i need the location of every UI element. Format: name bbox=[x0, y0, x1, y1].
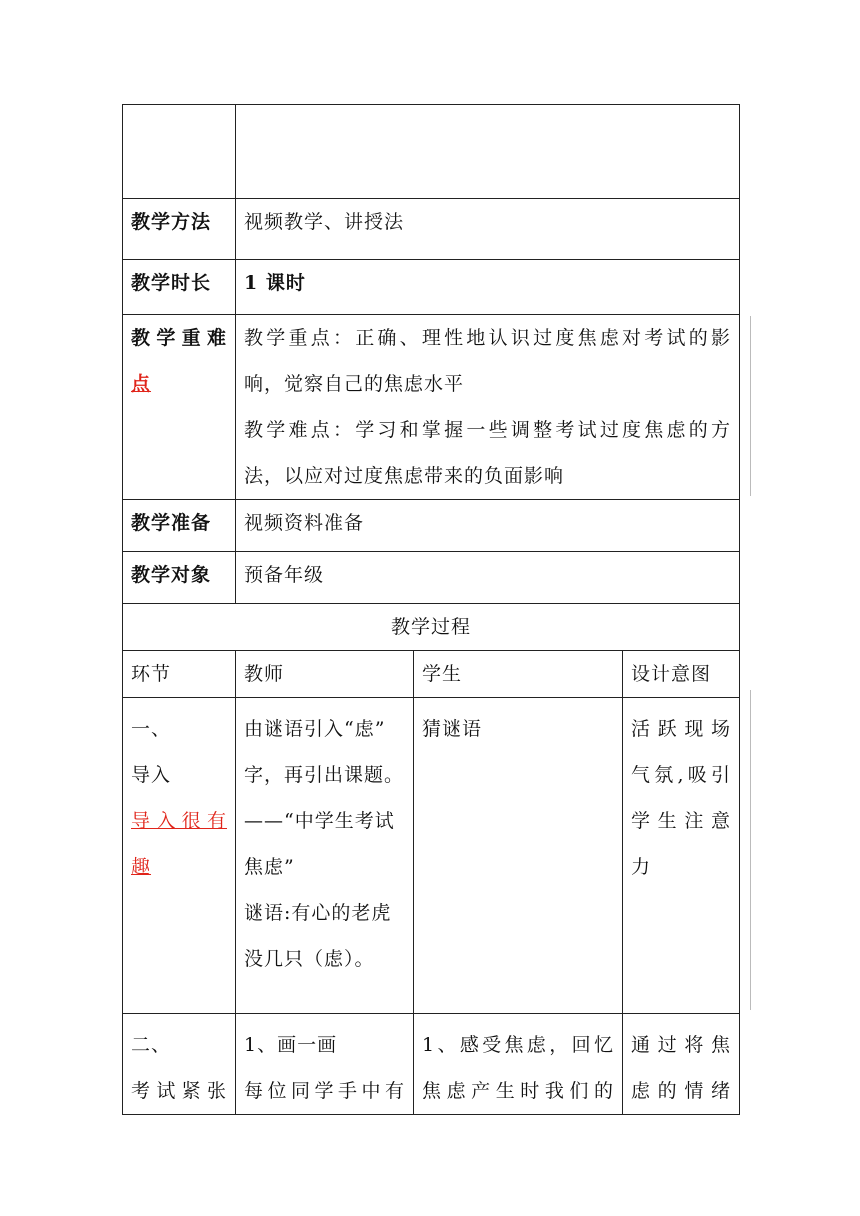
intro-intent-line: 活跃现场 bbox=[631, 718, 732, 740]
key-points-label-line1: 教学重难 bbox=[131, 327, 227, 349]
header-teacher: 教师 bbox=[236, 651, 414, 698]
intro-teacher-line: 谜语:有心的老虎 bbox=[244, 902, 392, 924]
anxiety-intent-line: 虑的情绪 bbox=[631, 1080, 732, 1102]
intro-teacher-line: ——“中学生考试 bbox=[244, 810, 395, 832]
key-points-label bbox=[123, 315, 236, 500]
process-header-row bbox=[123, 651, 740, 698]
header-student: 学生 bbox=[414, 651, 623, 698]
intro-teacher-line: 字，再引出课题。 bbox=[244, 764, 405, 786]
intro-teacher-line: 焦虑” bbox=[244, 856, 295, 878]
intro-stage-line: 导入 bbox=[131, 764, 172, 786]
duration-row bbox=[123, 260, 740, 315]
key-points-label-line2: 点 bbox=[131, 373, 152, 395]
key-points-row bbox=[123, 315, 740, 500]
header-intent: 设计意图 bbox=[623, 651, 740, 698]
key-points-line2: 响，觉察自己的焦虑水平 bbox=[244, 373, 465, 395]
duration-label: 教学时长 bbox=[123, 260, 236, 315]
key-points-line3: 教学难点：学习和掌握一些调整考试过度焦虑的方 bbox=[244, 419, 732, 441]
process-title-row bbox=[123, 604, 740, 651]
intro-teacher-line: 没几只（虑）。 bbox=[244, 948, 375, 970]
margin-line bbox=[750, 690, 751, 1010]
key-points-value bbox=[236, 315, 740, 500]
process-row-intro bbox=[123, 698, 740, 1014]
intro-stage-note: 趣 bbox=[131, 856, 152, 878]
intro-intent-line: 气氛,吸引 bbox=[631, 764, 732, 786]
anxiety-intent-line: 通过将焦 bbox=[631, 1034, 732, 1056]
intro-student-line: 猜谜语 bbox=[422, 718, 483, 740]
anxiety-teacher-line: 每位同学手中有 bbox=[244, 1080, 405, 1102]
anxiety-intent-cell bbox=[623, 1014, 740, 1115]
preparation-value: 视频资料准备 bbox=[236, 500, 740, 552]
preparation-label: 教学准备 bbox=[123, 500, 236, 552]
anxiety-student-line: 1、感受焦虑，回忆 bbox=[422, 1034, 614, 1056]
anxiety-student-cell bbox=[414, 1014, 623, 1115]
intro-student-cell bbox=[414, 698, 623, 1014]
anxiety-teacher-cell bbox=[236, 1014, 414, 1115]
anxiety-stage-cell bbox=[123, 1014, 236, 1115]
method-label: 教学方法 bbox=[123, 199, 236, 260]
intro-stage-note: 导入很有 bbox=[131, 810, 227, 832]
blank-row bbox=[123, 105, 740, 199]
margin-line bbox=[750, 316, 751, 496]
method-value: 视频教学、讲授法 bbox=[236, 199, 740, 260]
anxiety-stage-line: 二、 bbox=[131, 1034, 172, 1056]
intro-intent-line: 学生注意 bbox=[631, 810, 732, 832]
preparation-row bbox=[123, 500, 740, 552]
intro-teacher-cell bbox=[236, 698, 414, 1014]
intro-stage-line: 一、 bbox=[131, 718, 172, 740]
method-row bbox=[123, 199, 740, 260]
header-stage: 环节 bbox=[123, 651, 236, 698]
lesson-plan-table bbox=[122, 104, 740, 1115]
intro-stage-cell bbox=[123, 698, 236, 1014]
intro-teacher-line: 由谜语引入“虑” bbox=[244, 718, 386, 740]
audience-label: 教学对象 bbox=[123, 552, 236, 604]
intro-intent-line: 力 bbox=[631, 856, 652, 878]
key-points-line1: 教学重点：正确、理性地认识过度焦虑对考试的影 bbox=[244, 327, 732, 349]
intro-intent-cell bbox=[623, 698, 740, 1014]
process-row-anxiety bbox=[123, 1014, 740, 1115]
duration-value: 1 课时 bbox=[236, 260, 740, 315]
anxiety-teacher-line: 1、画一画 bbox=[244, 1034, 338, 1056]
process-title: 教学过程 bbox=[123, 604, 740, 651]
audience-value: 预备年级 bbox=[236, 552, 740, 604]
key-points-line4: 法，以应对过度焦虑带来的负面影响 bbox=[244, 465, 565, 487]
blank-value-cell bbox=[236, 105, 740, 199]
audience-row bbox=[123, 552, 740, 604]
anxiety-stage-line: 考试紧张 bbox=[131, 1080, 227, 1102]
blank-label-cell bbox=[123, 105, 236, 199]
anxiety-student-line: 焦虑产生时我们的 bbox=[422, 1080, 614, 1102]
